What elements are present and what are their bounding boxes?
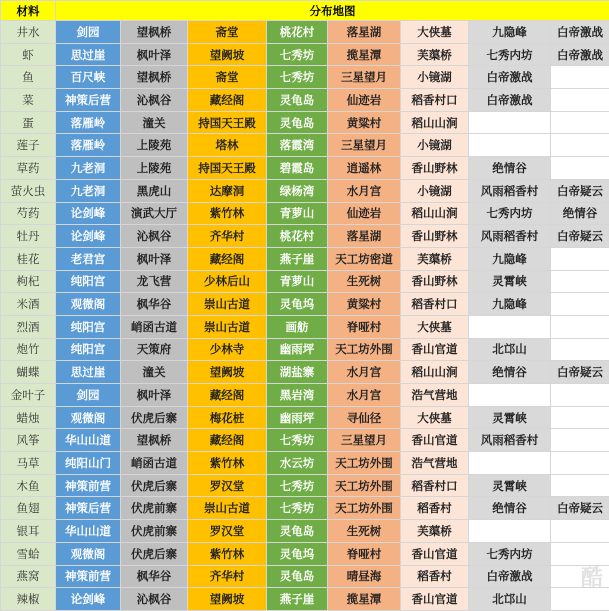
header-row: [1, 1, 609, 21]
location-cell: 观微阁: [56, 406, 121, 429]
location-cell: 揽星潭: [328, 43, 401, 66]
location-cell: 小镜湖: [401, 179, 469, 202]
location-cell: 浩气营地: [401, 384, 469, 407]
location-cell: 白帝激战: [469, 565, 551, 588]
location-cell: 稻香村口: [401, 89, 469, 112]
location-cell: 望阙坡: [188, 43, 267, 66]
location-cell: 紫竹林: [188, 452, 267, 475]
material-cell: 井水: [1, 21, 56, 44]
location-cell: [551, 134, 609, 157]
location-cell: [551, 429, 609, 452]
table-row: [1, 111, 609, 134]
location-cell: 水云坊: [267, 452, 328, 475]
location-cell: 枫叶泽: [121, 384, 188, 407]
location-cell: 白帝激战: [551, 43, 609, 66]
location-cell: 灵龟岛: [267, 111, 328, 134]
location-cell: 香山官道: [401, 338, 469, 361]
location-cell: 达摩洞: [188, 179, 267, 202]
table-row: [1, 89, 609, 112]
location-cell: 剑园: [56, 21, 121, 44]
location-cell: [551, 542, 609, 565]
location-cell: 神策前营: [56, 474, 121, 497]
location-cell: 九隐峰: [469, 293, 551, 316]
location-cell: 青萝山: [267, 270, 328, 293]
material-cell: 枸杞: [1, 270, 56, 293]
location-cell: [551, 89, 609, 112]
location-cell: 神策后营: [56, 89, 121, 112]
location-cell: 伏虎后寨: [121, 474, 188, 497]
location-cell: 望阙坡: [188, 588, 267, 611]
location-cell: [551, 66, 609, 89]
table-row: [1, 474, 609, 497]
location-cell: 观微阁: [56, 542, 121, 565]
distribution-map-header: 分布地图: [56, 1, 609, 21]
location-cell: 沁枫谷: [121, 225, 188, 248]
location-cell: 黑虎山: [121, 179, 188, 202]
location-cell: 芙蕖桥: [401, 520, 469, 543]
location-cell: 梅花桩: [188, 406, 267, 429]
location-cell: 天工坊外围: [328, 452, 401, 475]
table-row: [1, 66, 609, 89]
location-cell: 枫叶泽: [121, 43, 188, 66]
location-cell: 七秀坊: [267, 66, 328, 89]
table-row: [1, 21, 609, 44]
location-cell: 湖盐寨: [267, 361, 328, 384]
table-row: [1, 225, 609, 248]
location-cell: 大侠墓: [401, 315, 469, 338]
location-cell: 三星望月: [328, 134, 401, 157]
table-row: [1, 542, 609, 565]
material-cell: 草药: [1, 157, 56, 180]
location-cell: 七秀坊: [267, 43, 328, 66]
location-cell: 风雨稻香村: [469, 429, 551, 452]
location-cell: 天工坊外围: [328, 497, 401, 520]
material-cell: 莲子: [1, 134, 56, 157]
location-cell: 风雨稻香村: [469, 179, 551, 202]
material-cell: 烈酒: [1, 315, 56, 338]
location-cell: 桃花村: [267, 21, 328, 44]
location-cell: 燕子崖: [267, 247, 328, 270]
material-cell: 鱼: [1, 66, 56, 89]
table-row: [1, 588, 609, 611]
location-cell: [551, 157, 609, 180]
location-cell: 斋堂: [188, 66, 267, 89]
location-cell: 灵霄峡: [469, 270, 551, 293]
location-cell: 幽雨坪: [267, 338, 328, 361]
material-cell: 米酒: [1, 293, 56, 316]
location-cell: 白帝激战: [469, 66, 551, 89]
location-cell: 芙蕖桥: [401, 43, 469, 66]
location-cell: 稻香村: [401, 565, 469, 588]
location-cell: 伏虎后寨: [121, 406, 188, 429]
location-cell: [551, 452, 609, 475]
table-row: [1, 361, 609, 384]
location-cell: [551, 315, 609, 338]
location-cell: 稻山山涧: [401, 202, 469, 225]
location-cell: 三星望月: [328, 429, 401, 452]
location-cell: [551, 588, 609, 611]
location-cell: 逍遥林: [328, 157, 401, 180]
location-cell: 浩气营地: [401, 452, 469, 475]
location-cell: 落星湖: [328, 225, 401, 248]
location-cell: 香山官道: [401, 542, 469, 565]
location-cell: 幽雨坪: [267, 406, 328, 429]
location-cell: [469, 134, 551, 157]
location-cell: 大侠墓: [401, 406, 469, 429]
location-cell: 稻山山涧: [401, 111, 469, 134]
location-cell: 崇山古道: [188, 497, 267, 520]
table-row: [1, 429, 609, 452]
location-cell: 水月宫: [328, 179, 401, 202]
location-cell: 藏经阁: [188, 89, 267, 112]
material-cell: 桂花: [1, 247, 56, 270]
location-cell: 绿杨湾: [267, 179, 328, 202]
location-cell: 九老洞: [56, 179, 121, 202]
location-cell: [551, 270, 609, 293]
location-cell: 七秀内坊: [469, 43, 551, 66]
location-cell: 脊哑村: [328, 542, 401, 565]
location-cell: [551, 111, 609, 134]
location-cell: 七秀内坊: [469, 202, 551, 225]
material-cell: 蛋: [1, 111, 56, 134]
material-cell: 萤火虫: [1, 179, 56, 202]
location-cell: 峭函古道: [121, 452, 188, 475]
location-cell: 绝情谷: [469, 361, 551, 384]
location-cell: 论剑峰: [56, 225, 121, 248]
watermark-logo: 酷: [581, 561, 603, 592]
location-cell: 北邙山: [469, 588, 551, 611]
table-row: [1, 157, 609, 180]
location-cell: 斋堂: [188, 21, 267, 44]
location-cell: [551, 520, 609, 543]
table-row: [1, 179, 609, 202]
location-cell: 碧霞岛: [267, 157, 328, 180]
location-cell: 香山官道: [401, 588, 469, 611]
location-cell: 华山山道: [56, 520, 121, 543]
location-cell: 仙迹岩: [328, 202, 401, 225]
location-cell: 香山野林: [401, 270, 469, 293]
material-cell: 辣椒: [1, 588, 56, 611]
location-cell: 老君宫: [56, 247, 121, 270]
location-cell: 白帝激战: [469, 89, 551, 112]
location-cell: [551, 406, 609, 429]
location-cell: 罗汉堂: [188, 474, 267, 497]
location-cell: 伏虎后寨: [121, 542, 188, 565]
location-cell: 伏虎前寨: [121, 520, 188, 543]
location-cell: 纯阳宫: [56, 338, 121, 361]
location-cell: 落霞湾: [267, 134, 328, 157]
location-cell: 崇山古道: [188, 293, 267, 316]
table-row: [1, 293, 609, 316]
location-cell: 观微阁: [56, 293, 121, 316]
location-cell: [551, 293, 609, 316]
location-cell: 潼关: [121, 111, 188, 134]
location-cell: 持国天王殿: [188, 157, 267, 180]
location-cell: 九隐峰: [469, 247, 551, 270]
location-cell: 小镜湖: [401, 66, 469, 89]
location-cell: 灵霄峡: [469, 406, 551, 429]
location-cell: 罗汉堂: [188, 520, 267, 543]
location-cell: 上陵苑: [121, 134, 188, 157]
table-row: [1, 497, 609, 520]
table-row: [1, 270, 609, 293]
location-cell: 论剑峰: [56, 202, 121, 225]
location-cell: 芙蕖桥: [401, 247, 469, 270]
location-cell: 黄粱村: [328, 111, 401, 134]
location-cell: 燕子崖: [267, 588, 328, 611]
material-cell: 木鱼: [1, 474, 56, 497]
location-cell: 纯阳山门: [56, 452, 121, 475]
location-cell: 九隐峰: [469, 21, 551, 44]
location-cell: 白帝疑云: [551, 225, 609, 248]
location-cell: [551, 338, 609, 361]
location-cell: 灵龟坞: [267, 293, 328, 316]
location-cell: 水月宫: [328, 384, 401, 407]
location-cell: 灵龟岛: [267, 520, 328, 543]
location-cell: 揽星潭: [328, 588, 401, 611]
location-cell: 稻香村口: [401, 474, 469, 497]
location-cell: 七秀坊: [267, 429, 328, 452]
table-row: [1, 384, 609, 407]
location-cell: 天工坊外围: [328, 474, 401, 497]
table-row: [1, 406, 609, 429]
location-cell: 塔林: [188, 134, 267, 157]
location-cell: 黑岩湾: [267, 384, 328, 407]
location-cell: 藏经阁: [188, 247, 267, 270]
location-cell: 龙飞营: [121, 270, 188, 293]
location-cell: 望枫桥: [121, 21, 188, 44]
location-cell: 持国天王殿: [188, 111, 267, 134]
location-cell: 九老洞: [56, 157, 121, 180]
location-cell: 剑园: [56, 384, 121, 407]
location-cell: 紫竹林: [188, 202, 267, 225]
location-cell: 天策府: [121, 338, 188, 361]
table-row: [1, 43, 609, 66]
material-cell: 炮竹: [1, 338, 56, 361]
location-cell: 望阙坡: [188, 361, 267, 384]
location-cell: 香山官道: [401, 429, 469, 452]
location-cell: 稻山山涧: [401, 361, 469, 384]
location-cell: 落雁岭: [56, 111, 121, 134]
table-row: [1, 134, 609, 157]
material-cell: 菜: [1, 89, 56, 112]
location-cell: 白帝疑云: [551, 361, 609, 384]
location-cell: 画舫: [267, 315, 328, 338]
table-row: [1, 315, 609, 338]
location-cell: 潼关: [121, 361, 188, 384]
location-cell: 脊哑村: [328, 315, 401, 338]
location-cell: [551, 384, 609, 407]
location-cell: 落星湖: [328, 21, 401, 44]
material-cell: 燕窝: [1, 565, 56, 588]
location-cell: 风雨稻香村: [469, 225, 551, 248]
location-cell: 水月宫: [328, 361, 401, 384]
location-cell: 伏虎前寨: [121, 497, 188, 520]
material-cell: 芍药: [1, 202, 56, 225]
location-cell: 藏经阁: [188, 384, 267, 407]
material-cell: 风筝: [1, 429, 56, 452]
location-cell: 沁枫谷: [121, 89, 188, 112]
location-cell: 纯阳宫: [56, 270, 121, 293]
location-cell: 生死树: [328, 270, 401, 293]
location-cell: 桃花村: [267, 225, 328, 248]
location-cell: 齐华村: [188, 565, 267, 588]
location-cell: 小镜湖: [401, 134, 469, 157]
location-cell: 绝情谷: [469, 497, 551, 520]
material-cell: 鱼翅: [1, 497, 56, 520]
location-cell: 绝情谷: [469, 157, 551, 180]
material-cell: 银耳: [1, 520, 56, 543]
location-cell: 少林寺: [188, 338, 267, 361]
location-cell: 香山野林: [401, 225, 469, 248]
location-cell: 天工坊密道: [328, 247, 401, 270]
location-cell: 思过崖: [56, 361, 121, 384]
location-cell: 晴昼海: [328, 565, 401, 588]
location-cell: 绝情谷: [551, 202, 609, 225]
location-cell: 枫叶泽: [121, 247, 188, 270]
location-cell: 神策后营: [56, 497, 121, 520]
location-cell: 白帝疑云: [551, 497, 609, 520]
location-cell: 望枫桥: [121, 429, 188, 452]
location-cell: 稻香村: [401, 497, 469, 520]
location-cell: [469, 384, 551, 407]
material-cell: 金叶子: [1, 384, 56, 407]
location-cell: [551, 247, 609, 270]
location-cell: [551, 565, 609, 588]
location-cell: [469, 111, 551, 134]
location-cell: 三星望月: [328, 66, 401, 89]
location-cell: 七秀坊: [267, 497, 328, 520]
location-cell: 望枫桥: [121, 66, 188, 89]
location-cell: 灵龟岛: [267, 565, 328, 588]
material-header: 材料: [1, 1, 56, 21]
location-cell: 紫竹林: [188, 542, 267, 565]
table-row: [1, 247, 609, 270]
location-cell: 七秀内坊: [469, 542, 551, 565]
location-cell: 青萝山: [267, 202, 328, 225]
location-cell: 北邙山: [469, 338, 551, 361]
location-cell: 崇山古道: [188, 315, 267, 338]
location-cell: 仙迹岩: [328, 89, 401, 112]
location-cell: 香山野林: [401, 157, 469, 180]
location-cell: 大侠墓: [401, 21, 469, 44]
material-cell: 雪蛤: [1, 542, 56, 565]
location-cell: 灵龟岛: [267, 89, 328, 112]
table-row: [1, 338, 609, 361]
location-cell: 生死树: [328, 520, 401, 543]
location-cell: 寻仙径: [328, 406, 401, 429]
table-row: [1, 565, 609, 588]
location-cell: [469, 315, 551, 338]
location-cell: 百尺峡: [56, 66, 121, 89]
location-cell: 稻香村口: [401, 293, 469, 316]
location-cell: 思过崖: [56, 43, 121, 66]
location-cell: 灵霄峡: [469, 474, 551, 497]
material-cell: 蝴蝶: [1, 361, 56, 384]
location-cell: 枫华谷: [121, 565, 188, 588]
location-cell: 七秀坊: [267, 474, 328, 497]
material-cell: 虾: [1, 43, 56, 66]
location-cell: 华山山道: [56, 429, 121, 452]
table-row: [1, 452, 609, 475]
location-cell: 白帝激战: [551, 21, 609, 44]
location-cell: 神策前营: [56, 565, 121, 588]
material-cell: 马草: [1, 452, 56, 475]
location-cell: 灵龟坞: [267, 542, 328, 565]
material-cell: 蜡烛: [1, 406, 56, 429]
table-row: [1, 520, 609, 543]
location-cell: 纯阳宫: [56, 315, 121, 338]
location-cell: 峭函古道: [121, 315, 188, 338]
location-cell: [469, 520, 551, 543]
location-cell: 沁枫谷: [121, 588, 188, 611]
location-cell: [551, 474, 609, 497]
location-cell: 演武大厅: [121, 202, 188, 225]
location-cell: 少林后山: [188, 270, 267, 293]
location-cell: 上陵苑: [121, 157, 188, 180]
location-cell: [469, 452, 551, 475]
location-cell: 黄粱村: [328, 293, 401, 316]
location-cell: 齐华村: [188, 225, 267, 248]
material-cell: 牡丹: [1, 225, 56, 248]
location-cell: 白帝疑云: [551, 179, 609, 202]
location-cell: 落雁岭: [56, 134, 121, 157]
location-cell: 论剑峰: [56, 588, 121, 611]
location-cell: 藏经阁: [188, 429, 267, 452]
location-cell: 枫华谷: [121, 293, 188, 316]
table-row: [1, 202, 609, 225]
location-cell: 天工坊外围: [328, 338, 401, 361]
